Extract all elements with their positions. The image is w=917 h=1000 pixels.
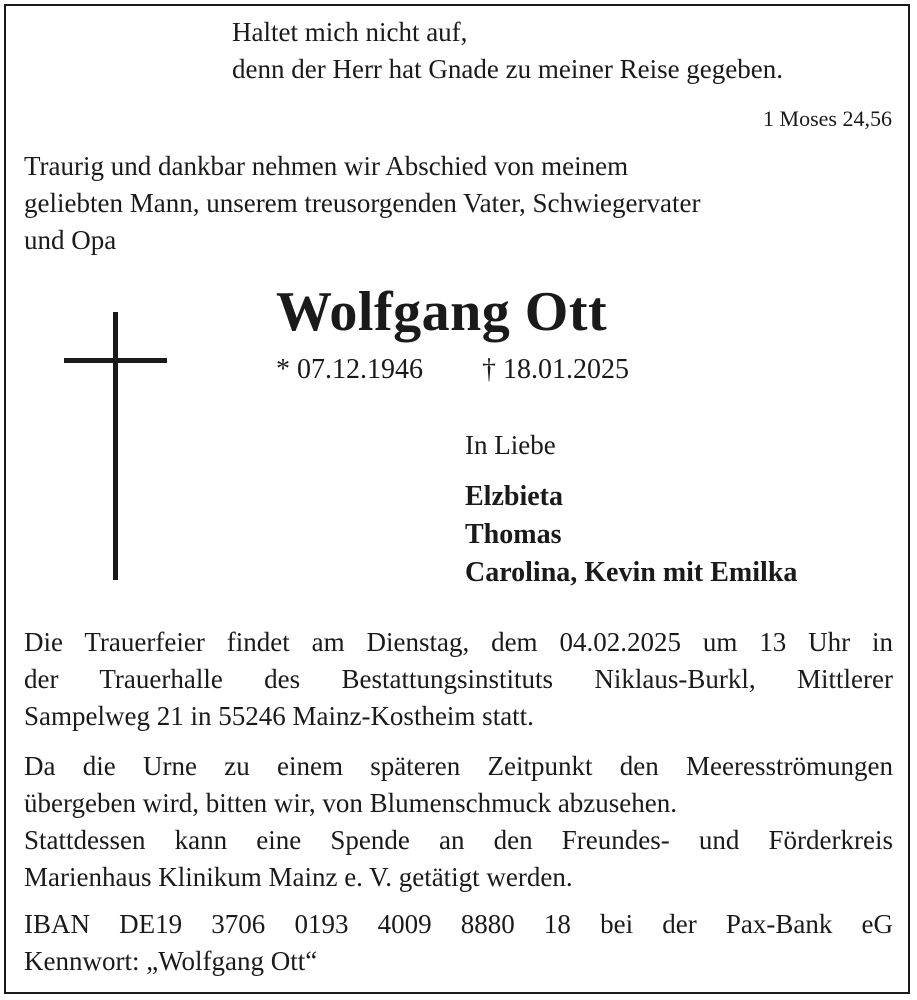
- birth-date: * 07.12.1946: [276, 354, 423, 385]
- intro-line: geliebten Mann, unserem treusorgenden Vater, Schwiegervater: [24, 188, 701, 218]
- donation-line: übergeben wird, bitten wir, von Blumenschmuck abzusehen.: [24, 788, 678, 818]
- donation-line: Marienhaus Klinikum Mainz e. V. getätigt werden.: [24, 862, 573, 892]
- donation-line: Stattdessen kann eine Spende an den Freundes- und Förderkreis: [24, 825, 893, 855]
- mourners-list: [465, 478, 797, 592]
- funeral-service-info: [24, 624, 893, 735]
- intro-line: und Opa: [24, 225, 117, 255]
- bible-verse: [232, 14, 783, 88]
- intro-line: Traurig und dankbar nehmen wir Abschied von meinem: [24, 151, 629, 181]
- keyword-line: Kennwort: „Wolfgang Ott“: [24, 946, 318, 976]
- verse-line: denn der Herr hat Gnade zu meiner Reise gegeben.: [232, 54, 784, 84]
- verse-source: 1 Moses 24,56: [763, 106, 892, 131]
- mourner-name: Elzbieta: [465, 481, 563, 512]
- bank-details: [24, 906, 893, 980]
- cross-vertical-bar: [113, 312, 118, 580]
- death-date: † 18.01.2025: [482, 354, 629, 385]
- verse-line: Haltet mich nicht auf,: [232, 17, 468, 47]
- service-line: Die Trauerfeier findet am Dienstag, dem 04.02.2025 um 13 Uhr in: [24, 627, 893, 657]
- iban-line: IBAN DE19 3706 0193 4009 8880 18 bei der Pax-Bank eG: [24, 909, 893, 939]
- intro-text: [24, 148, 700, 259]
- mourner-name: Thomas: [465, 519, 562, 550]
- service-line: der Trauerhalle des Bestattungsinstituts Niklaus-Burkl, Mittlerer: [24, 664, 893, 694]
- cross-horizontal-bar: [64, 358, 167, 363]
- donation-info: [24, 748, 893, 896]
- service-line: Sampelweg 21 in 55246 Mainz-Kostheim statt.: [24, 701, 534, 731]
- deceased-name: Wolfgang Ott: [276, 281, 608, 343]
- donation-line: Da die Urne zu einem späteren Zeitpunkt den Meeresströmungen: [24, 751, 893, 781]
- mourner-name: Carolina, Kevin mit Emilka: [465, 557, 798, 588]
- mourners-intro: In Liebe: [465, 430, 556, 460]
